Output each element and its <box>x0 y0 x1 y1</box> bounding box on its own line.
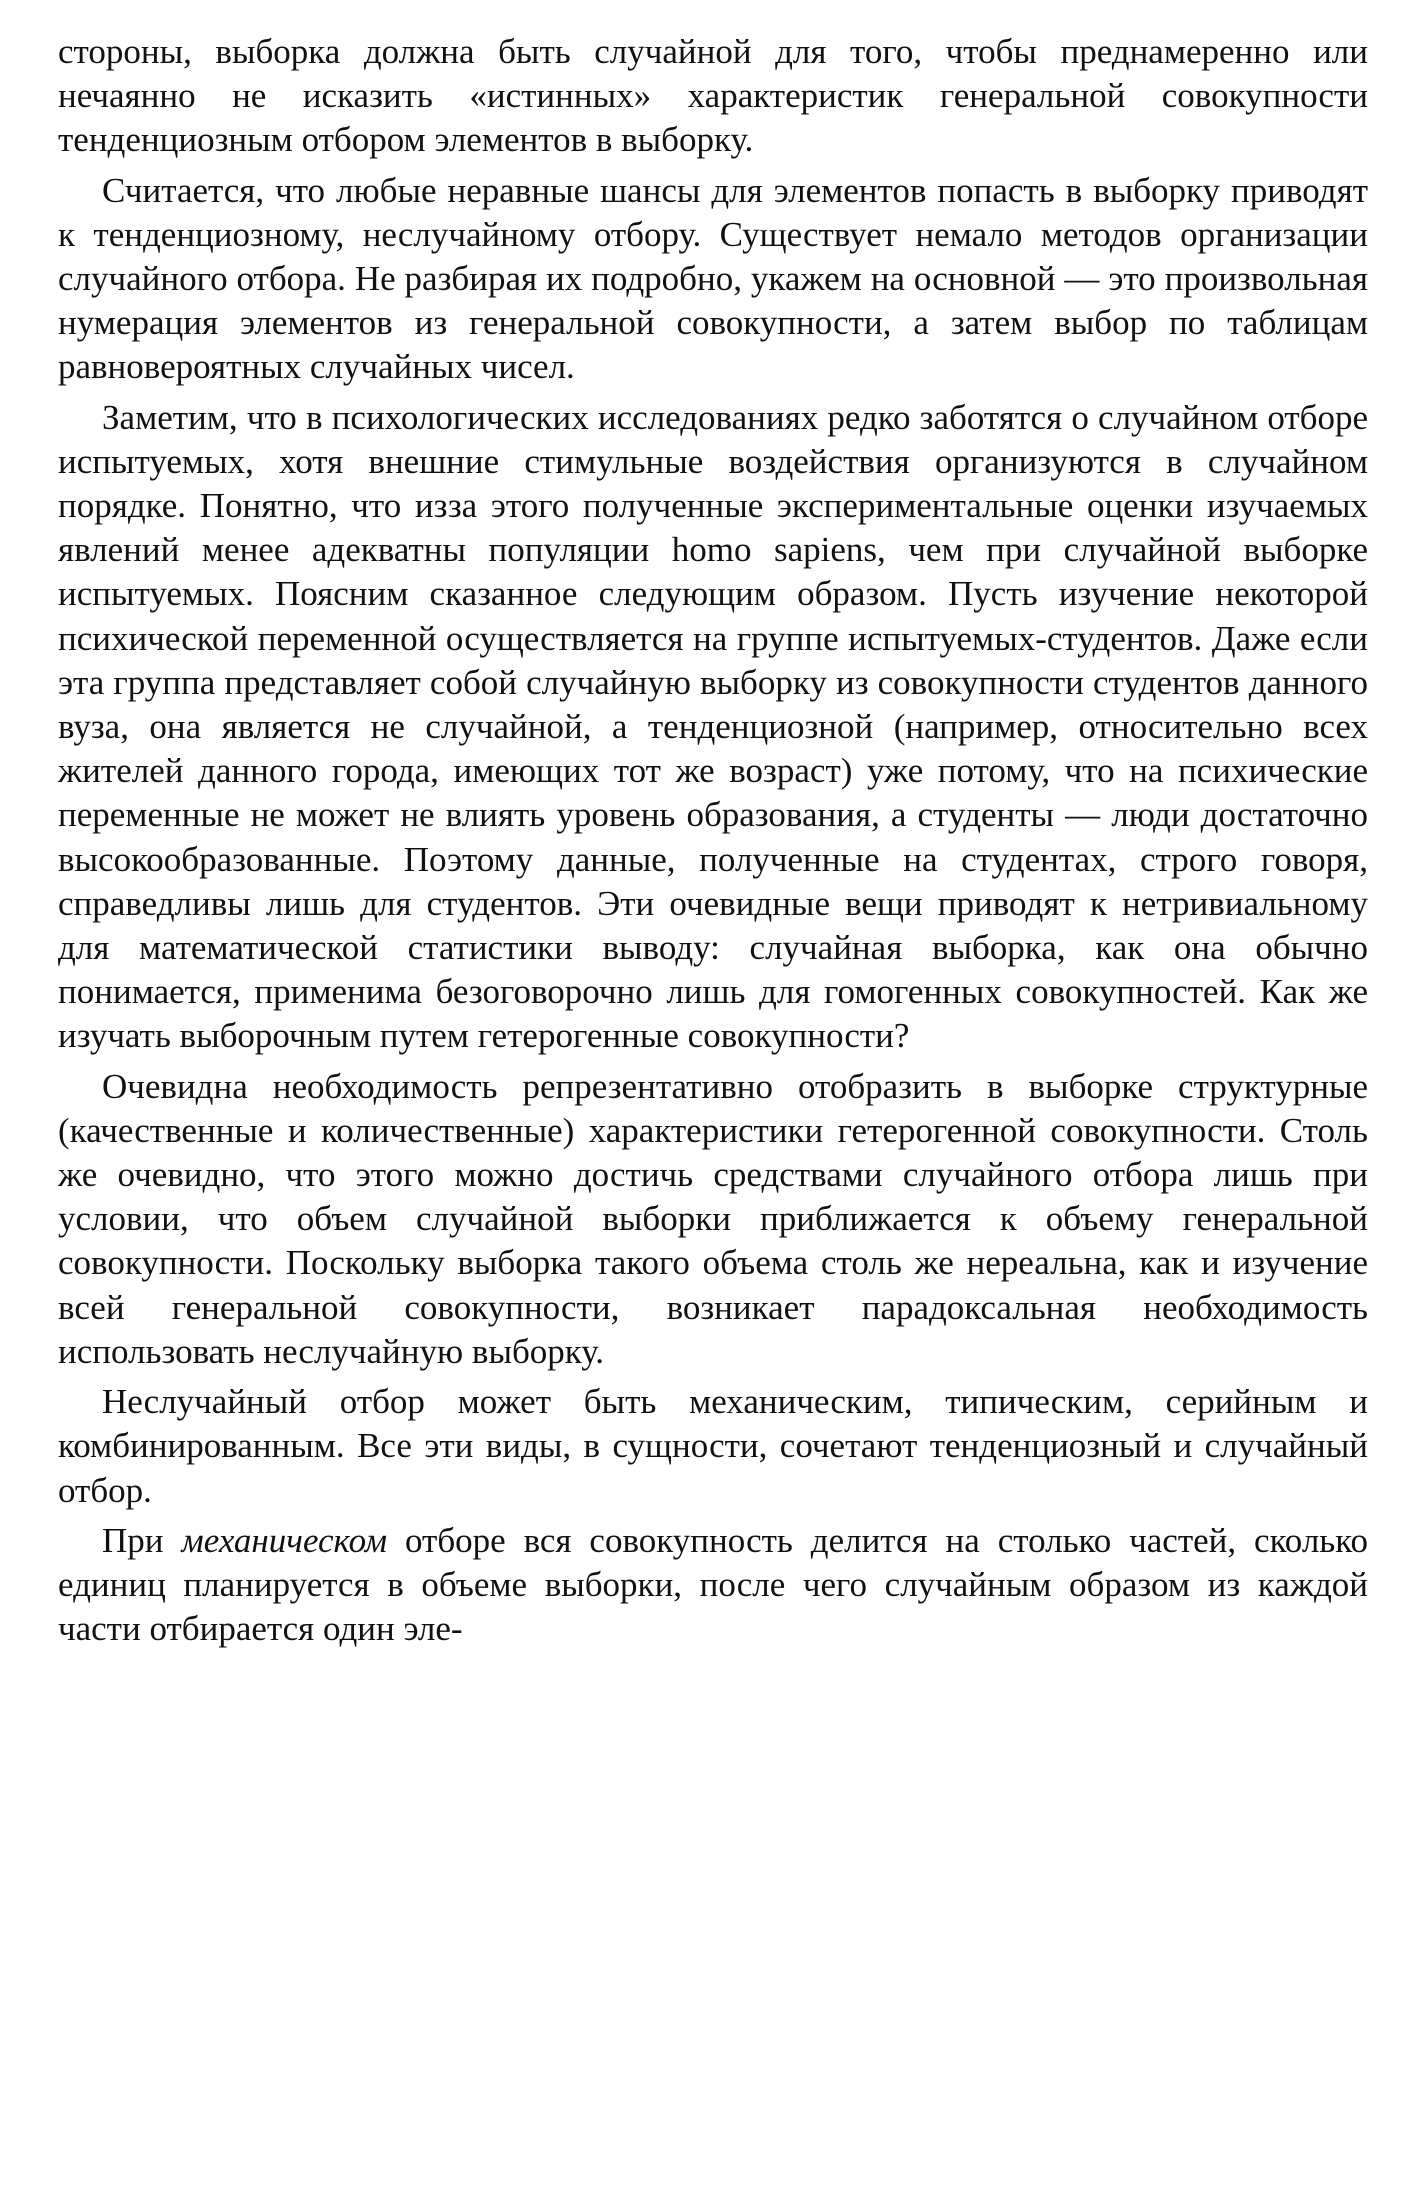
mechanical-after-text: отборе вся совокупность делится на столько частей, сколько единиц планируется в объеме выборки, после чего случайным образом из каждой части отбирается один эле- <box>58 1520 1368 1649</box>
paragraph-representative-sampling: Очевидна необходимость репрезентативно отобразить в выборке структурные (качественные и количественные) характеристики гетерогенной совокупности. Столь же очевидно, что этого можно достичь средствами случайного отбора лишь при условии, что объем случайной выборки приближается к объему генеральной совокупности. Поскольку выборка такого объема столь же нереальна, как и изучение всей генеральной совокупности, возникает парадоксальная необходимость использовать неслучайную выборку. <box>58 1066 1368 1371</box>
paragraph-continuation: стороны, выборка должна быть случайной для того, чтобы преднамеренно или нечаянно не исказить «истинных» характеристик генеральной совокупности тенденциозным отбором элементов в выборку. <box>58 32 1368 160</box>
paragraph-psychological-studies: Заметим, что в психологических исследованиях редко заботятся о случайном отборе испытуемых, хотя внешние стимульные воздействия организуются в случайном порядке. Понятно, что изза этого полученные экспериментальные оценки изучаемых явлений менее адекватны популяции homo sapiens, чем при случайной выборке испытуемых. Поясним сказанное следующим образом. Пусть изучение некоторой психической переменной осуществляется на группе испытуемых-студентов. Даже если эта группа представляет собой случайную выборку из совокупности студентов данного вуза, она является не случайной, а тенденциозной (например, относительно всех жителей данного города, имеющих тот же возраст) уже потому, что на психические переменные не может не влиять уровень образования, а студенты — люди достаточно высокообразованные. Поэтому данные, полученные на студентах, строго говоря, справедливы лишь для студентов. Эти очевидные вещи приводят к нетривиальному для математической статистики выводу: случайная выборка, как она обычно понимается, применима безоговорочно лишь для гомогенных совокупностей. Как же изучать выборочным путем гетерогенные совокупности? <box>58 397 1368 1056</box>
paragraph-unequal-chances: Считается, что любые неравные шансы для элементов попасть в выборку приводят к тенденциозному, неслучайному отбору. Существует немало методов организации случайного отбора. Не разбирая их подробно, укажем на основной — это произвольная нумерация элементов из генеральной совокупности, а затем выбор по таблицам равновероятных случайных чисел. <box>58 170 1368 387</box>
body-text <box>58 30 1368 1657</box>
mechanical-before-text: При <box>102 1520 182 1560</box>
mechanical-emphasis-text: механическом <box>181 1520 388 1560</box>
paragraph-mechanical-selection <box>58 1519 1368 1652</box>
paragraph-nonrandom-selection: Неслучайный отбор может быть механическим, типическим, серийным и комбинированным. Все эти виды, в сущности, сочетают тенденциозный и случайный отбор. <box>58 1382 1368 1510</box>
